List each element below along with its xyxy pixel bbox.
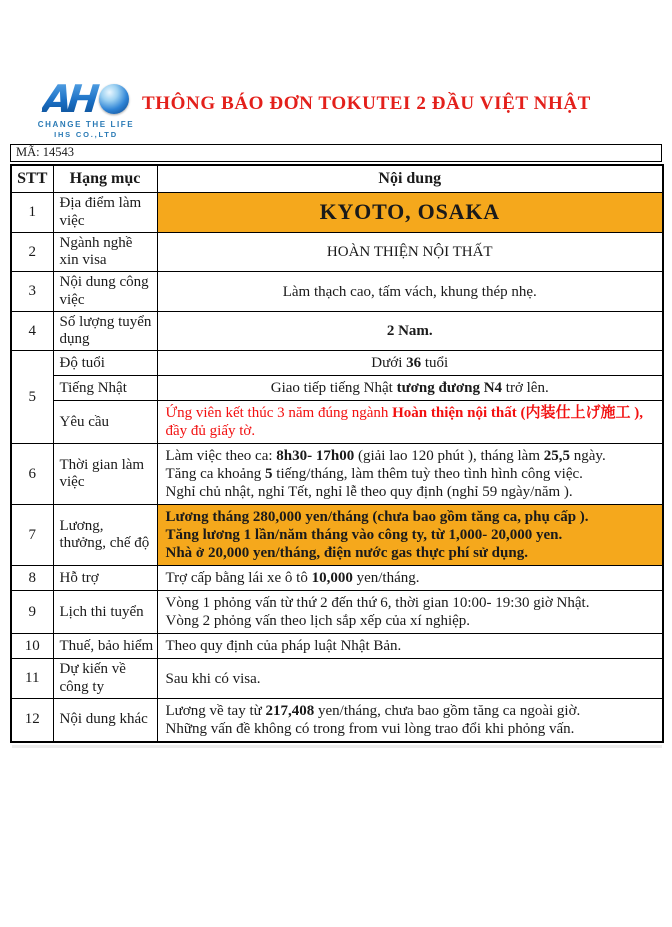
text-segment: 8h30- 17h00 (276, 448, 355, 465)
table-row (11, 634, 663, 659)
text-segment: yen/tháng, chưa bao gồm tăng ca ngoài giờ. (314, 702, 581, 719)
table-row (11, 401, 663, 444)
category-cell: Lương, thưởng, chế độ (53, 505, 157, 566)
stt-cell: 5 (11, 351, 53, 444)
content-cell (157, 698, 663, 742)
logo-monogram: AH (41, 80, 102, 118)
text-segment: Hoàn thiện nội thất (内装仕上げ施工 ), (392, 405, 643, 422)
content-line (166, 526, 655, 544)
scan-shadow (12, 745, 662, 748)
content-line (166, 322, 655, 340)
content-line (166, 199, 655, 225)
text-segment: (giải lao 120 phút ), tháng làm (354, 448, 544, 465)
text-segment: Vòng 1 phỏng vấn từ thứ 2 đến thứ 6, thời gian 10:00- 19:30 giờ Nhật. (165, 595, 590, 612)
category-cell: Yêu cầu (53, 401, 157, 444)
text-segment: 217,408 (265, 702, 315, 719)
content-line (166, 243, 655, 261)
text-segment: Những vấn đề không có trong from vui lòng trao đổi khi phỏng vấn. (165, 720, 575, 737)
content-cell (157, 444, 663, 505)
text-segment: Giao tiếp tiếng Nhật (270, 380, 397, 397)
table-row (11, 193, 663, 233)
table-row (11, 698, 663, 742)
table-row (11, 232, 663, 272)
content-cell (157, 193, 663, 233)
table-row (11, 659, 663, 699)
text-segment: Trợ cấp bằng lái xe ô tô (165, 570, 312, 587)
stt-cell: 2 (11, 232, 53, 272)
content-line (166, 379, 655, 397)
text-segment: Làm thạch cao, tấm vách, khung thép nhẹ. (282, 283, 537, 300)
text-segment: yen/tháng. (352, 570, 420, 587)
table-header-row (11, 165, 663, 193)
category-cell: Ngành nghề xin visa (53, 232, 157, 272)
category-cell: Nội dung khác (53, 698, 157, 742)
category-cell: Độ tuổi (53, 351, 157, 376)
text-segment: 25,5 (543, 448, 571, 465)
table-row (11, 444, 663, 505)
content-line (166, 612, 655, 630)
content-cell (157, 272, 663, 312)
category-cell: Thuế, bảo hiểm (53, 634, 157, 659)
logo-tagline: CHANGE THE LIFE (37, 120, 135, 129)
table-row (11, 351, 663, 376)
content-cell (157, 351, 663, 376)
text-segment: Sau khi có visa. (165, 670, 261, 687)
stt-cell: 10 (11, 634, 53, 659)
content-cell (157, 505, 663, 566)
content-line (166, 404, 655, 440)
document-code: MÃ: 14543 (10, 144, 662, 163)
content-line (166, 483, 655, 501)
content-line (166, 569, 655, 587)
table-row (11, 505, 663, 566)
stt-cell: 4 (11, 311, 53, 351)
content-cell (157, 634, 663, 659)
text-segment: tuổi (421, 355, 449, 372)
column-header-stt: STT (11, 165, 53, 193)
category-cell: Địa điểm làm việc (53, 193, 157, 233)
stt-cell: 3 (11, 272, 53, 312)
content-cell (157, 376, 663, 401)
content-line (166, 447, 655, 465)
content-line (166, 544, 655, 562)
content-line (166, 354, 655, 372)
content-line (166, 594, 655, 612)
text-segment: Vòng 2 phỏng vấn theo lịch sắp xếp của xí nghiệp. (165, 613, 471, 630)
content-cell (157, 232, 663, 272)
logo-graphic (30, 77, 142, 121)
text-segment: HOÀN THIỆN NỘI THẤT (326, 244, 493, 260)
text-segment: Theo quy định của pháp luật Nhật Bản. (165, 638, 402, 655)
job-info-table (10, 164, 664, 743)
content-line (166, 670, 655, 688)
category-cell: Lịch thi tuyển (53, 591, 157, 634)
category-cell: Hỗ trợ (53, 566, 157, 591)
table-body (11, 193, 663, 742)
content-cell (157, 311, 663, 351)
stt-cell: 9 (11, 591, 53, 634)
text-segment: Lương về tay từ (165, 702, 266, 719)
stt-cell: 6 (11, 444, 53, 505)
text-segment: tương đương N4 (396, 380, 503, 397)
text-segment: 10,000 (311, 570, 353, 587)
text-segment: trở lên. (502, 380, 549, 397)
content-line (166, 283, 655, 301)
table-row (11, 566, 663, 591)
text-segment: ngày. (570, 448, 606, 465)
company-logo (30, 77, 142, 139)
category-cell: Tiếng Nhật (53, 376, 157, 401)
text-segment: Làm việc theo ca: (165, 448, 277, 465)
content-line (166, 637, 655, 655)
text-segment: Tăng lương 1 lần/năm tháng vào công ty, từ 1,000- 20,000 yen. (165, 527, 563, 544)
category-cell: Dự kiến về công ty (53, 659, 157, 699)
logo-company-name: IHS CO.,LTD (54, 130, 118, 139)
text-segment: Ứng viên kết thúc 3 năm đúng ngành (165, 405, 393, 422)
content-line (166, 702, 655, 720)
table-row (11, 591, 663, 634)
page-header (30, 77, 660, 139)
table-row (11, 272, 663, 312)
category-cell: Số lượng tuyển dụng (53, 311, 157, 351)
content-cell (157, 566, 663, 591)
stt-cell: 1 (11, 193, 53, 233)
text-segment: 5 (265, 466, 273, 483)
table-row (11, 376, 663, 401)
page-title: THÔNG BÁO ĐƠN TOKUTEI 2 ĐẦU VIỆT NHẬT (142, 93, 591, 115)
content-cell (157, 659, 663, 699)
text-segment: tiếng/tháng, làm thêm tuỳ theo tình hình công việc. (272, 466, 583, 483)
text-segment: KYOTO, OSAKA (319, 199, 500, 225)
globe-icon (99, 84, 129, 114)
column-header-category: Hạng mục (53, 165, 157, 193)
stt-cell: 7 (11, 505, 53, 566)
text-segment: Tăng ca khoảng (165, 466, 266, 483)
stt-cell: 12 (11, 698, 53, 742)
text-segment: Nhà ở 20,000 yen/tháng, điện nước gas thực phí sử dụng. (165, 545, 528, 562)
category-cell: Nội dung công việc (53, 272, 157, 312)
content-cell (157, 401, 663, 444)
text-segment: 36 (406, 355, 422, 372)
text-segment: 2 Nam. (386, 323, 433, 339)
stt-cell: 8 (11, 566, 53, 591)
table-row (11, 311, 663, 351)
content-line (166, 720, 655, 738)
column-header-content: Nội dung (157, 165, 663, 193)
content-cell (157, 591, 663, 634)
text-segment: Lương tháng 280,000 yen/tháng (chưa bao gồm tăng ca, phụ cấp ). (165, 509, 589, 526)
content-line (166, 508, 655, 526)
stt-cell: 11 (11, 659, 53, 699)
text-segment: Nghỉ chủ nhật, nghỉ Tết, nghỉ lễ theo quy định (nghỉ 59 ngày/năm ). (165, 484, 573, 501)
category-cell: Thời gian làm việc (53, 444, 157, 505)
content-line (166, 465, 655, 483)
text-segment: Dưới (371, 355, 407, 372)
text-segment: đầy đủ giấy tờ. (165, 423, 256, 440)
